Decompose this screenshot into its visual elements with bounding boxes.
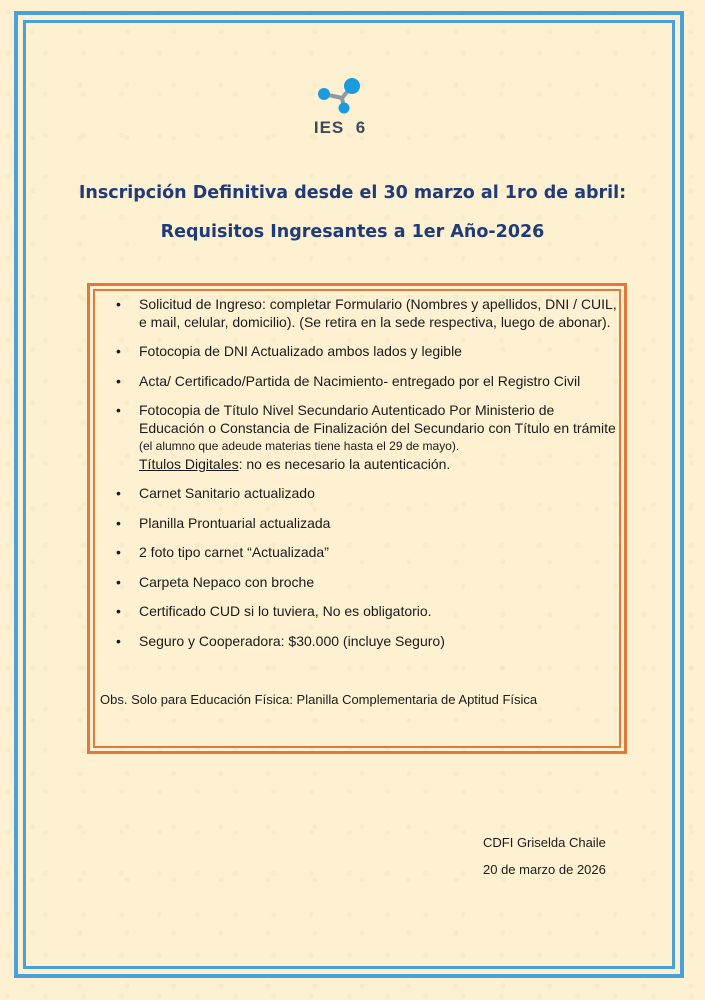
requirement-text: Solicitud de Ingreso: completar Formulario (Nombres y apellidos, DNI / CUIL, e mail, celular, domicilio). (Se retira en la sede respectiva, luego de abonar). (139, 296, 617, 330)
requirement-text: Carnet Sanitario actualizado (139, 485, 315, 501)
bullet-icon: • (116, 402, 121, 418)
bullet-icon: • (116, 485, 121, 501)
list-item (112, 373, 618, 391)
requirement-underlined-text: Títulos Digitales (139, 455, 239, 472)
bullet-icon: • (116, 514, 121, 531)
requirement-text: Seguro y Cooperadora: $30.000 (incluye Seguro) (139, 632, 445, 649)
requirement-text: Fotocopia de Título Nivel Secundario Autenticado Por Ministerio de Educación o Constancia de Finalización del Secundario con Título en trámite (139, 402, 616, 436)
list-item (112, 296, 618, 331)
requirement-text: Fotocopia de DNI Actualizado ambos lados y legible (139, 343, 462, 359)
list-item (112, 485, 618, 503)
requirement-text: Carpeta Nepaco con broche (139, 573, 315, 590)
signature-date: 20 de marzo de 2026 (483, 862, 606, 877)
observation-note: Obs. Solo para Educación Física: Planilla Complementaria de Aptitud Física (100, 692, 538, 707)
list-item (112, 603, 618, 621)
list-item (112, 515, 618, 533)
list-item (112, 544, 618, 562)
bullet-icon: • (116, 296, 121, 312)
requirement-note: (el alumno que adeude materias tiene hasta el 29 de mayo). (139, 439, 460, 453)
page-subtitle: Requisitos Ingresantes a 1er Año-2026 (160, 222, 545, 242)
bullet-icon: • (116, 343, 121, 359)
requirement-text: Acta/ Certificado/Partida de Nacimiento- entregado por el Registro Civil (139, 372, 581, 389)
requirement-text: 2 foto tipo carnet “Actualizada” (139, 544, 329, 560)
requirement-text: Planilla Prontuarial actualizada (139, 514, 331, 531)
requirement-tail-text: : no es necesario la autenticación. (238, 455, 451, 472)
signature-name: CDFI Griselda Chaile (483, 835, 606, 850)
list-item (112, 633, 618, 651)
page-title: Inscripción Definitiva desde el 30 marzo al 1ro de abril: (78, 183, 627, 203)
bullet-icon: • (116, 603, 121, 619)
requirement-text: Certificado CUD si lo tuviera, No es obligatorio. (139, 603, 432, 619)
logo-text: IES 6 (313, 118, 367, 137)
list-item (112, 343, 618, 361)
bullet-icon: • (116, 573, 121, 590)
bullet-icon: • (116, 632, 121, 649)
bullet-icon: • (116, 544, 121, 560)
list-item (112, 574, 618, 592)
list-item (112, 402, 618, 473)
bullet-icon: • (116, 372, 121, 389)
requirements-list (112, 296, 618, 662)
